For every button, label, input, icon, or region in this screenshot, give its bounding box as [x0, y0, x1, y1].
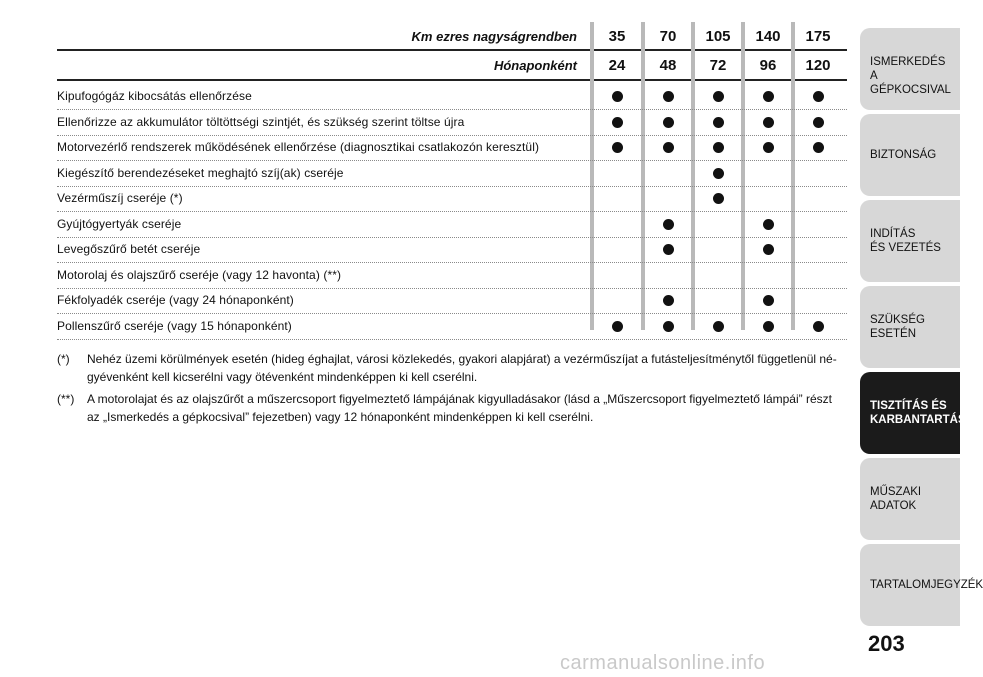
service-dot	[713, 168, 724, 179]
footnote-2-text: A motorolajat és az olajszűrőt a műszercsoport figyelmeztető lámpájának kigyulladásakor (lásd a „Műszercsoport figyelmeztető lámpái” részt az „Ismerkedés a gépkocsival” fejezetben) vagy 12 hónaponként mindenképpen ki kell cserélni.	[87, 392, 832, 424]
table-row	[57, 314, 847, 340]
table-row	[57, 186, 847, 212]
km-value: 105	[705, 28, 731, 45]
service-dot	[663, 295, 674, 306]
table-row	[57, 110, 847, 136]
row-label: Pollenszűrő cseréje (vagy 15 hónaponként)	[57, 318, 292, 333]
service-dot	[663, 219, 674, 230]
page-number: 203	[868, 631, 905, 656]
chapter-tab-label: TISZTÍTÁS ÉS KARBANTARTÁS	[870, 400, 966, 426]
service-dot	[663, 117, 674, 128]
service-dot	[763, 244, 774, 255]
service-dot	[663, 321, 674, 332]
footnote-2-mark: (**)	[57, 392, 75, 406]
row-label: Levegőszűrő betét cseréje	[57, 242, 201, 256]
service-dot	[763, 142, 774, 153]
service-dot	[713, 142, 724, 153]
service-dot	[612, 321, 623, 332]
service-dot	[813, 117, 824, 128]
chapter-tab[interactable]	[860, 200, 960, 282]
footnote-1	[57, 350, 847, 386]
row-label: Fékfolyadék cseréje (vagy 24 hónaponként)	[57, 293, 294, 307]
chapter-tab[interactable]	[860, 114, 960, 196]
chapter-tab[interactable]	[860, 28, 960, 110]
service-dot	[612, 142, 623, 153]
chapter-tab-label: MŰSZAKI ADATOK	[870, 486, 922, 512]
service-dot	[813, 321, 824, 332]
chapter-tab-label: TARTALOMJEGYZÉK	[870, 579, 983, 591]
service-dot	[763, 295, 774, 306]
service-dot	[612, 91, 623, 102]
service-dot	[813, 91, 824, 102]
row-label: Kipufogógáz kibocsátás ellenőrzése	[57, 89, 252, 103]
table-row	[57, 161, 847, 187]
header-bottom-divider	[57, 79, 847, 81]
km-value: 35	[608, 28, 626, 45]
table-row	[57, 212, 847, 238]
km-value: 140	[755, 28, 781, 45]
km-value: 175	[805, 28, 831, 45]
chapter-tab-label: ISMERKEDÉS A GÉPKOCSIVAL	[870, 56, 951, 96]
service-dot	[763, 91, 774, 102]
row-label: Kiegészítő berendezéseket meghajtó szíj(ak) cseréje	[57, 165, 344, 180]
service-dot	[612, 117, 623, 128]
service-dot	[713, 193, 724, 204]
service-dot	[663, 91, 674, 102]
table-row	[57, 135, 847, 161]
row-label: Ellenőrizze az akkumulátor töltöttségi szintjét, és szükség szerint töltse újra	[57, 114, 465, 129]
service-dot	[713, 117, 724, 128]
chapter-tab[interactable]	[860, 286, 960, 368]
month-value: 48	[659, 57, 677, 74]
chapter-tab[interactable]	[860, 458, 960, 540]
service-dot	[813, 142, 824, 153]
table-row	[57, 84, 847, 110]
header-divider	[57, 49, 847, 51]
footnote-2	[57, 390, 847, 426]
row-label: Motorvezérlő rendszerek működésének ellenőrzése (diagnosztikai csatlakozón keresztül)	[57, 140, 540, 154]
service-dot	[663, 244, 674, 255]
month-value: 24	[608, 57, 626, 74]
footnotes	[57, 350, 847, 430]
month-value: 96	[759, 57, 777, 74]
service-dot	[763, 321, 774, 332]
service-dot	[713, 321, 724, 332]
service-dot	[763, 219, 774, 230]
footnote-1-text: Nehéz üzemi körülmények esetén (hideg éghajlat, városi közlekedés, gyakori alapjárat) a vezérműszíjat a futásteljesítménytől függetlenül né-gyévenként kell kicserélni vagy ötévenként mindenképpen ki kell cserélni.	[87, 352, 837, 384]
footnote-1-mark: (*)	[57, 352, 70, 366]
chapter-tab-label: INDÍTÁS ÉS VEZETÉS	[870, 228, 941, 254]
km-header-label: Km ezres nagyságrendben	[411, 29, 577, 44]
service-dot	[713, 91, 724, 102]
service-dot	[763, 117, 774, 128]
watermark: carmanualsonline.info	[560, 652, 766, 674]
chapter-tab[interactable]	[860, 372, 966, 454]
chapter-tab-label: SZÜKSÉG ESETÉN	[870, 314, 925, 340]
table-row	[57, 237, 847, 263]
row-label: Vezérműszíj cseréje (*)	[57, 191, 183, 205]
table-row	[57, 263, 847, 289]
km-value: 70	[659, 28, 677, 45]
service-dot	[663, 142, 674, 153]
chapter-tab-label: BIZTONSÁG	[870, 149, 937, 161]
month-value: 120	[805, 57, 831, 74]
row-label: Gyújtógyertyák cseréje	[57, 216, 182, 231]
month-value: 72	[709, 57, 727, 74]
month-header-label: Hónaponként	[493, 58, 577, 73]
chapter-tab[interactable]	[860, 544, 983, 626]
table-row	[57, 288, 847, 314]
row-label: Motorolaj és olajszűrő cseréje (vagy 12 havonta) (**)	[57, 267, 342, 282]
